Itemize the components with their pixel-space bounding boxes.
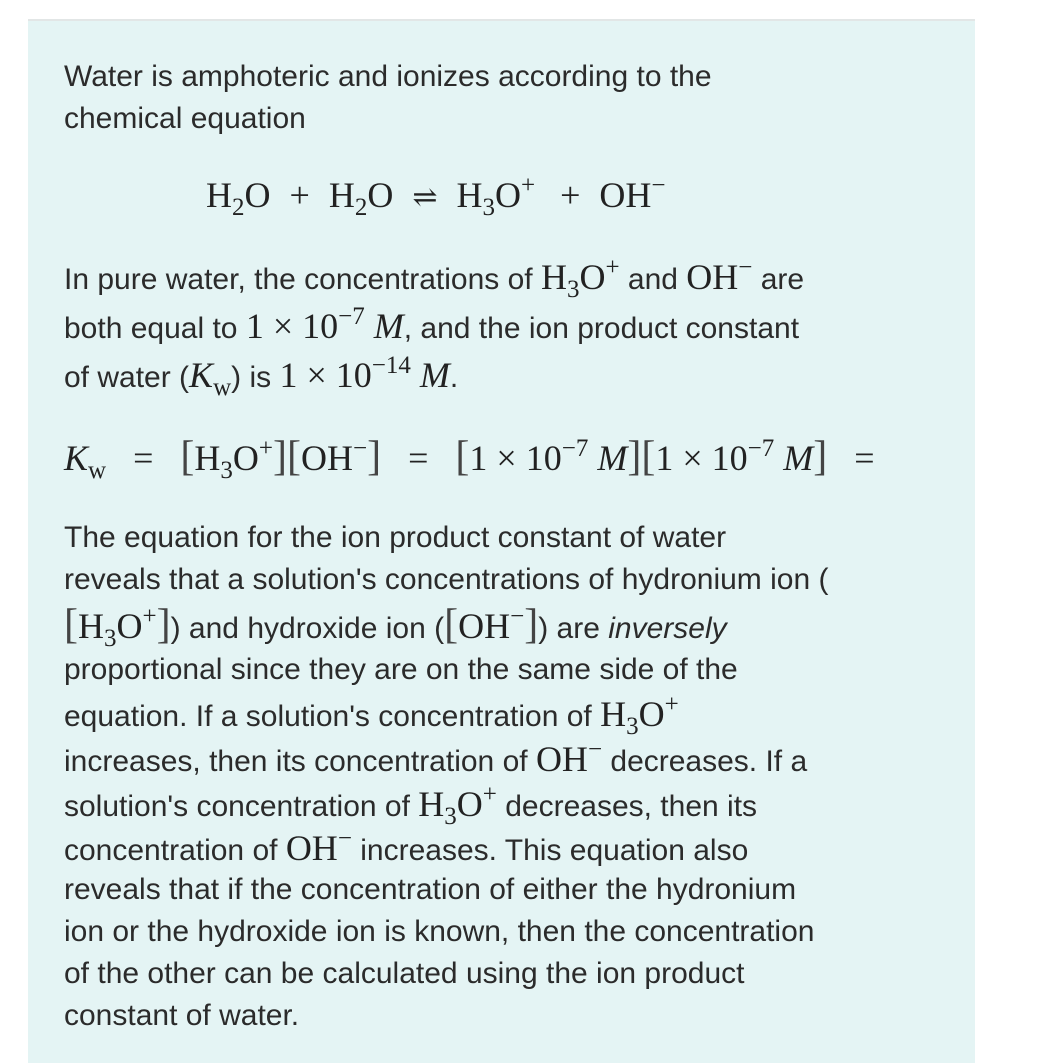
body-line-11: of the other can be calculated using the ion product: [64, 957, 745, 990]
body-line-3: $[H_3O^+]$) and hydroxide ion ([OH−]) are inversely: [64, 602, 727, 652]
pure-water-line-1: In pure water, the concentrations of $H_3O^+$ and OH− are: [64, 254, 805, 303]
kw-equation: $K_w = [H_3O^+][OH^-] = [1 \times 10^{-7}$ $M][1 \times 10^{-7}$ M] =: [64, 434, 875, 484]
body-line-1: The equation for the ion product constant of water: [64, 521, 727, 554]
body-line-10: ion or the hydroxide ion is known, then the concentration: [64, 915, 815, 948]
body-line-6: increases, then its concentration of OH− decreases. If a: [64, 736, 808, 779]
body-line-7: solution's concentration of $H_3O^+$ decreases, then its: [64, 781, 758, 830]
pure-water-line-3: of water $(K_w)$ is $1 \times 10^{-14}$ M.: [64, 352, 459, 401]
intro-line-2: chemical equation: [64, 102, 306, 135]
equilibrium-arrow: ⇌: [412, 181, 438, 214]
body-line-4: proportional since they are on the same side of the: [64, 653, 738, 686]
body-line-9: reveals that if the concentration of either the hydronium: [64, 873, 797, 906]
body-line-5: equation. If a solution's concentration of $H_3O^+$: [64, 691, 679, 740]
ionization-equation: $H_2O + H_2O$ ⇌ $H_3O^+ + OH^-$: [206, 172, 666, 221]
body-line-8: concentration of OH− increases. This equation also: [64, 825, 749, 868]
body-line-12: constant of water.: [64, 999, 300, 1032]
content-panel: [28, 21, 975, 1063]
pure-water-line-2: both equal to $1 \times 10^{-7}$ M, and the ion product constant: [64, 303, 800, 346]
intro-line-1: Water is amphoteric and ionizes according to the: [64, 60, 712, 93]
body-line-2: reveals that a solution's concentrations of hydronium ion (: [64, 563, 829, 596]
